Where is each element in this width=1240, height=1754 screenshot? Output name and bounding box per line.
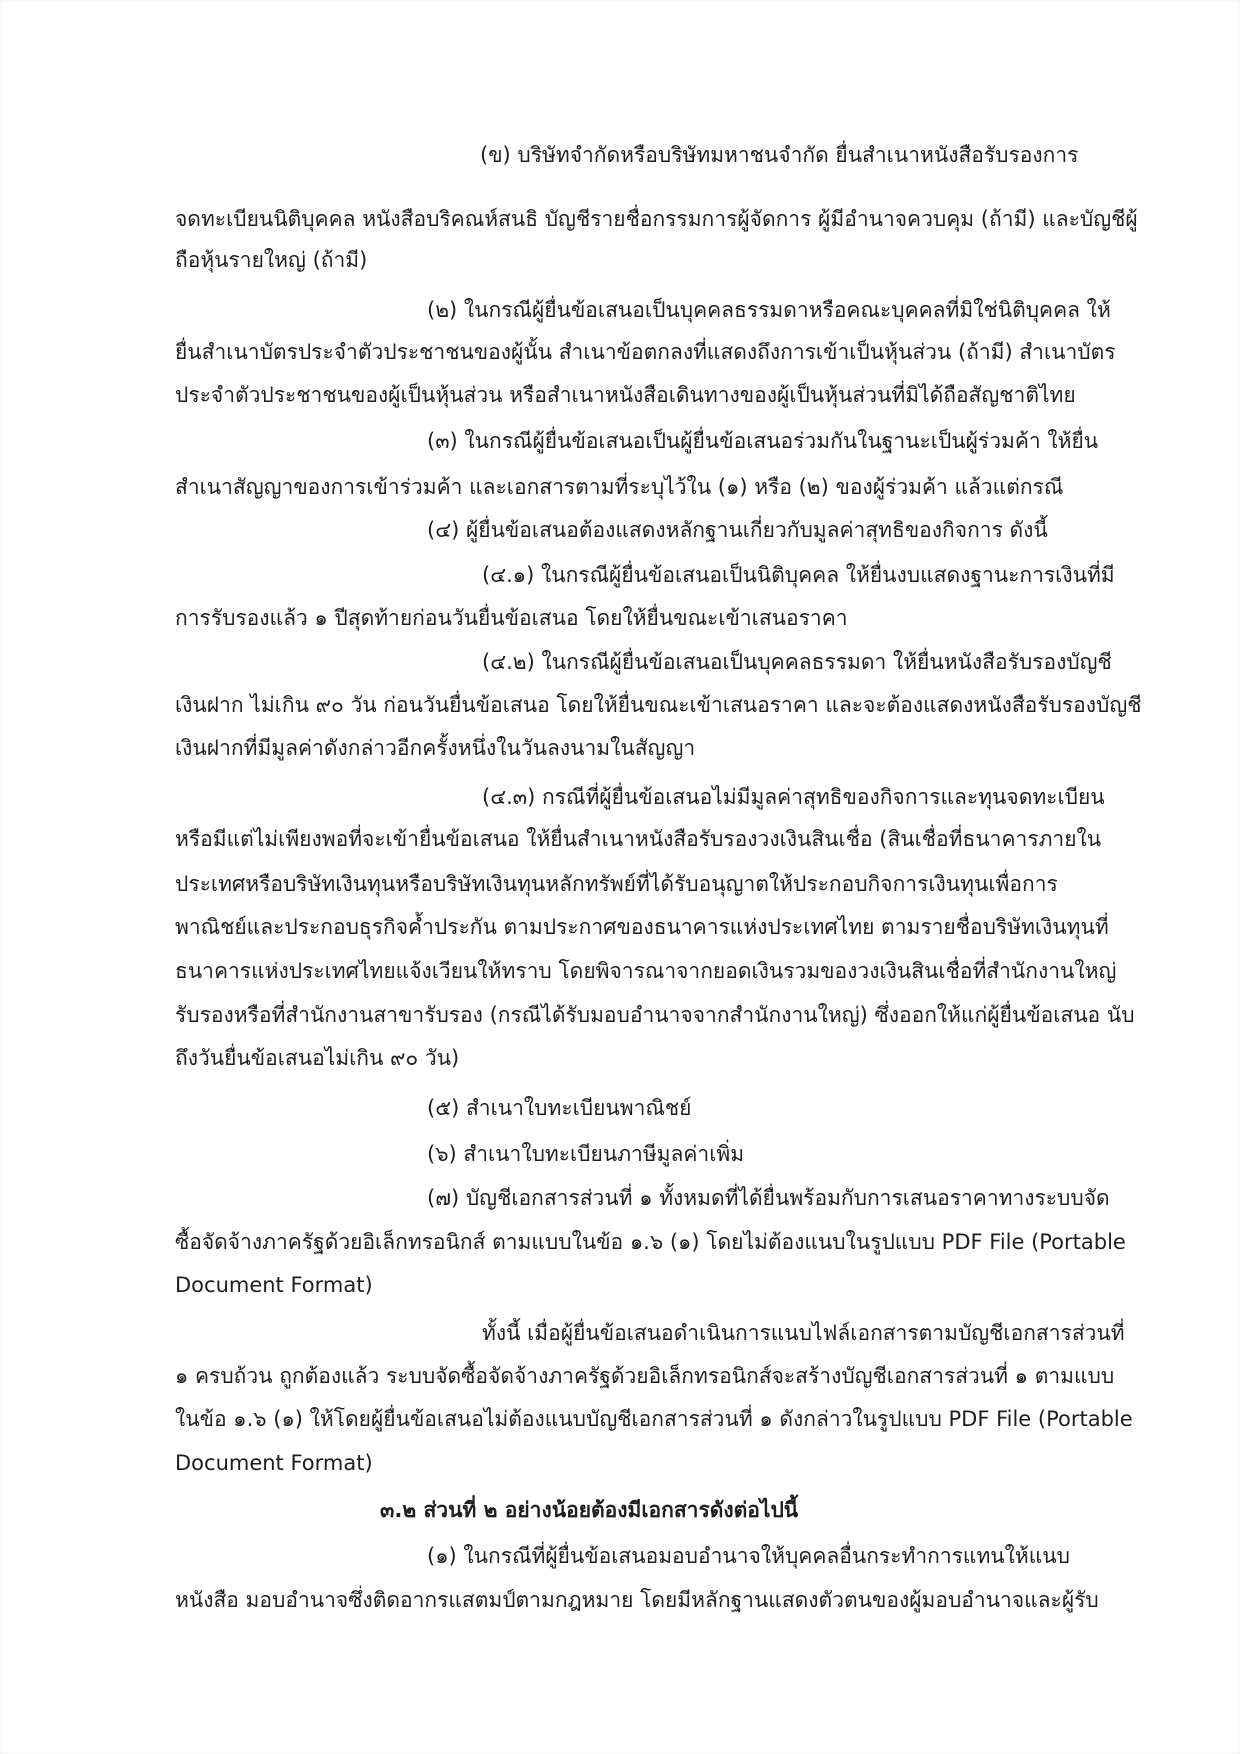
doc-line-21: ถึงวันยื่นข้อเสนอไม่เกิน ๙๐ วัน) xyxy=(175,1046,460,1070)
doc-line-8: สำเนาสัญญาของการเข้าร่วมค้า และเอกสารตามที่ระบุไว้ใน (๑) หรือ (๒) ของผู้ร่วมค้า แล้วแต่กรณี xyxy=(175,475,1064,499)
doc-line-33: หนังสือ มอบอำนาจซึ่งติดอากรแสตมป์ตามกฎหมาย โดยมีหลักฐานแสดงตัวตนของผู้มอบอำนาจและผู้รับ xyxy=(175,1588,1099,1612)
doc-line-3: ถือหุ้นรายใหญ่ (ถ้ามี) xyxy=(175,248,368,272)
doc-line-27: ทั้งนี้ เมื่อผู้ยื่นข้อเสนอดำเนินการแนบไฟล์เอกสารตามบัญชีเอกสารส่วนที่ xyxy=(482,1321,1125,1345)
doc-line-32: (๑) ในกรณีที่ผู้ยื่นข้อเสนอมอบอำนาจให้บุคคลอื่นกระทำการแทนให้แนบ xyxy=(427,1544,1070,1568)
doc-line-13: เงินฝาก ไม่เกิน ๙๐ วัน ก่อนวันยื่นข้อเสนอ โดยให้ยื่นขณะเข้าเสนอราคา และจะต้องแสดงหนังสือรับรองบัญชี xyxy=(175,693,1142,717)
doc-line-5: ยื่นสำเนาบัตรประจำตัวประชาชนของผู้นั้น สำเนาข้อตกลงที่แสดงถึงการเข้าเป็นหุ้นส่วน (ถ้ามี) สำเนาบัตร xyxy=(175,340,1116,364)
doc-line-9: (๔) ผู้ยื่นข้อเสนอต้องแสดงหลักฐานเกี่ยวกับมูลค่าสุทธิของกิจการ ดังนี้ xyxy=(427,518,1048,542)
doc-line-26: Document Format) xyxy=(175,1273,373,1297)
doc-line-15: (๔.๓) กรณีที่ผู้ยื่นข้อเสนอไม่มีมูลค่าสุทธิของกิจการและทุนจดทะเบียน xyxy=(482,785,1105,809)
doc-line-23: (๖) สำเนาใบทะเบียนภาษีมูลค่าเพิ่ม xyxy=(427,1142,745,1166)
doc-line-29: ในข้อ ๑.๖ (๑) ให้โดยผู้ยื่นข้อเสนอไม่ต้องแนบบัญชีเอกสารส่วนที่ ๑ ดังกล่าวในรูปแบบ PDF File (Portable xyxy=(175,1407,1133,1431)
doc-line-24: (๗) บัญชีเอกสารส่วนที่ ๑ ทั้งหมดที่ได้ยื่นพร้อมกับการเสนอราคาทางระบบจัด xyxy=(427,1186,1110,1210)
doc-line-22: (๕) สำเนาใบทะเบียนพาณิชย์ xyxy=(427,1096,692,1120)
doc-line-17: ประเทศหรือบริษัทเงินทุนหรือบริษัทเงินทุนหลักทรัพย์ที่ได้รับอนุญาตให้ประกอบกิจการเงินทุนเพื่อการ xyxy=(175,872,1058,896)
doc-line-19: ธนาคารแห่งประเทศไทยแจ้งเวียนให้ทราบ โดยพิจารณาจากยอดเงินรวมของวงเงินสินเชื่อที่สำนักงานใหญ่ xyxy=(175,959,1117,983)
section-heading-3-2: ๓.๒ ส่วนที่ ๒ อย่างน้อยต้องมีเอกสารดังต่อไปนี้ xyxy=(380,1498,799,1522)
doc-line-25: ซื้อจัดจ้างภาครัฐด้วยอิเล็กทรอนิกส์ ตามแบบในข้อ ๑.๖ (๑) โดยไม่ต้องแนบในรูปแบบ PDF File (Portable xyxy=(175,1230,1126,1254)
doc-line-7: (๓) ในกรณีผู้ยื่นข้อเสนอเป็นผู้ยื่นข้อเสนอร่วมกันในฐานะเป็นผู้ร่วมค้า ให้ยื่น xyxy=(427,429,1099,453)
doc-line-28: ๑ ครบถ้วน ถูกต้องแล้ว ระบบจัดซื้อจัดจ้างภาครัฐด้วยอิเล็กทรอนิกส์จะสร้างบัญชีเอกสารส่วนที่ ๑ ตามแบบ xyxy=(175,1364,1115,1388)
doc-line-20: รับรองหรือที่สำนักงานสาขารับรอง (กรณีได้รับมอบอำนาจจากสำนักงานใหญ่) ซึ่งออกให้แก่ผู้ยื่นข้อเสนอ นับ xyxy=(175,1003,1135,1027)
doc-line-18: พาณิชย์และประกอบธุรกิจค้ำประกัน ตามประกาศของธนาคารแห่งประเทศไทย ตามรายชื่อบริษัทเงินทุนที่ xyxy=(175,915,1109,939)
doc-line-30: Document Format) xyxy=(175,1451,373,1475)
doc-line-14: เงินฝากที่มีมูลค่าดังกล่าวอีกครั้งหนึ่งในวันลงนามในสัญญา xyxy=(175,736,696,760)
doc-line-1: (ข) บริษัทจำกัดหรือบริษัทมหาชนจำกัด ยื่นสำเนาหนังสือรับรองการ xyxy=(480,143,1079,167)
doc-line-12: (๔.๒) ในกรณีผู้ยื่นข้อเสนอเป็นบุคคลธรรมดา ให้ยื่นหนังสือรับรองบัญชี xyxy=(482,650,1112,674)
doc-line-2: จดทะเบียนนิติบุคคล หนังสือบริคณห์สนธิ บัญชีรายชื่อกรรมการผู้จัดการ ผู้มีอำนาจควบคุม (ถ้ามี) และบัญชีผู้ xyxy=(175,207,1138,231)
doc-line-16: หรือมีแต่ไม่เพียงพอที่จะเข้ายื่นข้อเสนอ ให้ยื่นสำเนาหนังสือรับรองวงเงินสินเชื่อ (สินเชื่อที่ธนาคารภายใน xyxy=(175,827,1102,851)
doc-line-4: (๒) ในกรณีผู้ยื่นข้อเสนอเป็นบุคคลธรรมดาหรือคณะบุคคลที่มิใช่นิติบุคคล ให้ xyxy=(427,298,1111,322)
doc-line-10: (๔.๑) ในกรณีผู้ยื่นข้อเสนอเป็นนิติบุคคล ให้ยื่นงบแสดงฐานะการเงินที่มี xyxy=(482,563,1115,587)
doc-line-11: การรับรองแล้ว ๑ ปีสุดท้ายก่อนวันยื่นข้อเสนอ โดยให้ยื่นขณะเข้าเสนอราคา xyxy=(175,606,848,630)
doc-line-6: ประจำตัวประชาชนของผู้เป็นหุ้นส่วน หรือสำเนาหนังสือเดินทางของผู้เป็นหุ้นส่วนที่มิได้ถือสัญชาติไทย xyxy=(175,383,1076,407)
